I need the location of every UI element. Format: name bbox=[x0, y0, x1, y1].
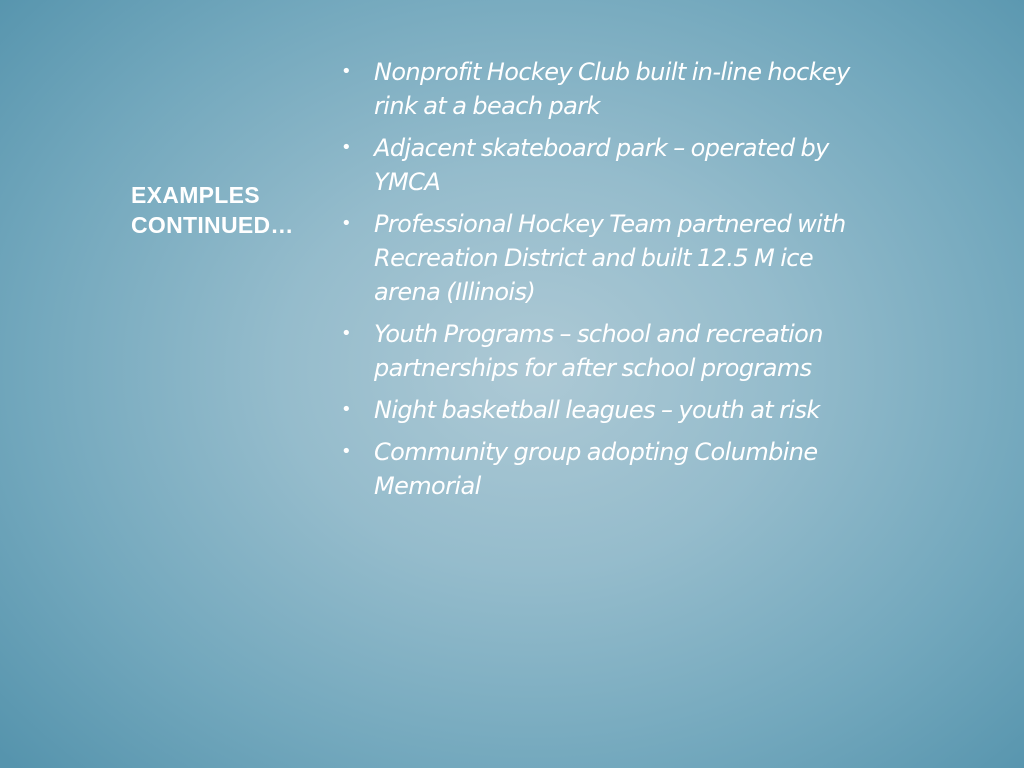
bullet-item bbox=[341, 131, 871, 199]
bullet-text: Youth Programs – school and recreation partnerships for after school programs bbox=[374, 320, 823, 382]
bullet-item bbox=[341, 435, 871, 503]
bullet-dot-icon: • bbox=[341, 323, 352, 344]
bullet-dot-icon: • bbox=[341, 137, 352, 158]
bullet-item bbox=[341, 317, 871, 385]
bullet-item bbox=[341, 207, 871, 309]
bullet-item bbox=[341, 393, 871, 427]
bullet-item bbox=[341, 55, 871, 123]
bullet-text: Nonprofit Hockey Club built in-line hockey rink at a beach park bbox=[374, 58, 850, 120]
bullet-text: Community group adopting Columbine Memorial bbox=[374, 438, 818, 500]
bullet-dot-icon: • bbox=[341, 399, 352, 420]
slide-title-line-1: EXAMPLES bbox=[131, 182, 260, 208]
bullet-text: Professional Hockey Team partnered with Recreation District and built 12.5 M ice arena (Illinois) bbox=[374, 210, 846, 306]
bullet-text: Night basketball leagues – youth at risk bbox=[374, 396, 820, 424]
slide-title-line-2: CONTINUED… bbox=[131, 212, 294, 238]
bullet-text: Adjacent skateboard park – operated by YMCA bbox=[374, 134, 829, 196]
bullet-dot-icon: • bbox=[341, 213, 352, 234]
bullet-list bbox=[341, 55, 871, 511]
bullet-dot-icon: • bbox=[341, 441, 352, 462]
slide-title bbox=[131, 180, 341, 240]
bullet-dot-icon: • bbox=[341, 61, 352, 82]
